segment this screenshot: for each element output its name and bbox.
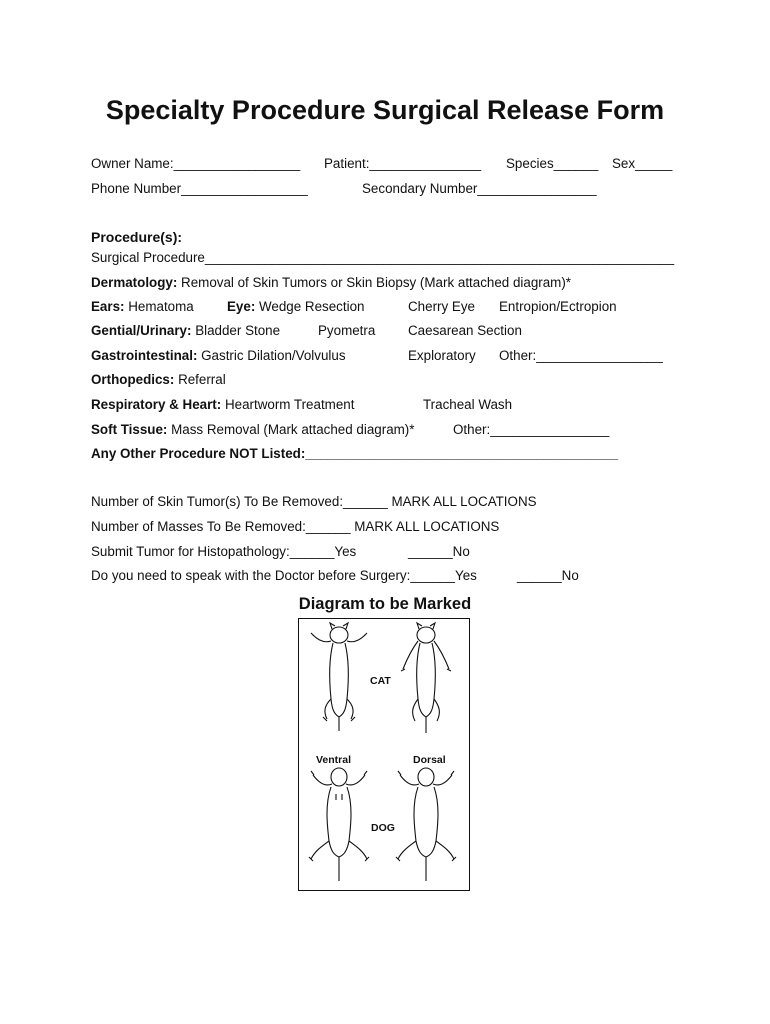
ortho-label: Orthopedics:	[91, 372, 175, 387]
pyometra-item	[318, 323, 375, 340]
ears-row	[91, 299, 194, 316]
tracheal-item	[423, 397, 512, 414]
speak-doctor-yes-field[interactable]: Do you need to speak with the Doctor before Surgery:______Yes	[91, 568, 477, 583]
genital-label: Gential/Urinary:	[91, 323, 192, 338]
sex-field[interactable]: Sex_____	[612, 156, 673, 171]
mass-count-field[interactable]: Number of Masses To Be Removed:______ MARK ALL LOCATIONS	[91, 519, 500, 534]
dog-label: DOG	[371, 822, 395, 834]
patient-field[interactable]: Patient:_______________	[324, 156, 482, 171]
tracheal-wash-option: Tracheal Wash	[423, 397, 513, 412]
ortho-row	[91, 372, 226, 389]
caesarean-item	[408, 323, 522, 340]
gastro-label: Gastrointestinal:	[91, 348, 198, 363]
pyometra-option: Pyometra	[318, 323, 376, 338]
soft-tissue-row	[91, 422, 414, 439]
dermatology-label: Dermatology:	[91, 275, 178, 290]
cherry-eye-option: Cherry Eye	[408, 299, 475, 314]
diagram-title: Diagram to be Marked	[298, 595, 472, 613]
any-other-procedure-field[interactable]: Any Other Procedure NOT Listed:__________________________________________	[91, 446, 619, 461]
dermatology-option: Removal of Skin Tumors or Skin Biopsy (Mark attached diagram)*	[181, 275, 572, 290]
form-title: Specialty Procedure Surgical Release Form	[105, 95, 665, 125]
caesarean-option: Caesarean Section	[408, 323, 522, 338]
wedge-resection-option: Wedge Resection	[255, 299, 365, 314]
histopathology-no-field[interactable]: ______No	[408, 544, 470, 559]
ventral-label: Ventral	[316, 754, 352, 766]
eye-label: Eye:	[227, 299, 256, 314]
gastro-other-field[interactable]: Other:_________________	[499, 348, 663, 363]
resp-label: Respiratory & Heart:	[91, 397, 222, 412]
ears-label: Ears:	[91, 299, 125, 314]
hematoma-option: Hematoma	[128, 299, 194, 314]
cat-dorsal-outline	[401, 623, 451, 733]
cat-label: CAT	[370, 675, 391, 687]
dorsal-label: Dorsal	[413, 754, 446, 766]
dog-ventral-outline	[309, 768, 369, 881]
heartworm-option: Heartworm Treatment	[221, 397, 355, 412]
soft-other-field[interactable]: Other:________________	[453, 422, 610, 437]
cat-ventral-outline	[311, 623, 367, 731]
species-field[interactable]: Species______	[506, 156, 599, 171]
genital-row	[91, 323, 280, 340]
owner-name-field[interactable]: Owner Name:_________________	[91, 156, 301, 171]
surgical-procedure-field[interactable]: Surgical Procedure_______________________________________________________________	[91, 250, 675, 265]
referral-option: Referral	[178, 372, 226, 387]
entropion-item	[499, 299, 617, 316]
dog-dorsal-outline	[396, 768, 456, 881]
resp-row	[91, 397, 354, 414]
dermatology-row	[91, 275, 571, 292]
soft-tissue-label: Soft Tissue:	[91, 422, 168, 437]
histopathology-yes-field[interactable]: Submit Tumor for Histopathology:______Yes	[91, 544, 357, 559]
exploratory-option[interactable]: Exploratory	[408, 348, 476, 363]
body-diagram[interactable]	[298, 618, 470, 891]
gastro-row	[91, 348, 346, 365]
eye-row	[227, 299, 364, 316]
gastro-other-item	[499, 348, 663, 365]
procedures-heading: Procedure(s):	[91, 229, 183, 245]
secondary-number-field[interactable]: Secondary Number________________	[362, 181, 597, 196]
cherry-eye-item	[408, 299, 475, 316]
speak-doctor-no-field[interactable]: ______No	[517, 568, 579, 583]
phone-number-field[interactable]: Phone Number_________________	[91, 181, 308, 196]
entropion-option: Entropion/Ectropion	[499, 299, 617, 314]
skin-tumor-count-field[interactable]: Number of Skin Tumor(s) To Be Removed:______ MARK ALL LOCATIONS	[91, 494, 537, 509]
mass-removal-option: Mass Removal (Mark attached diagram)*	[171, 422, 415, 437]
gdv-option: Gastric Dilation/Volvulus	[201, 348, 346, 363]
soft-other-item	[453, 422, 609, 439]
bladder-stone-option: Bladder Stone	[191, 323, 281, 338]
